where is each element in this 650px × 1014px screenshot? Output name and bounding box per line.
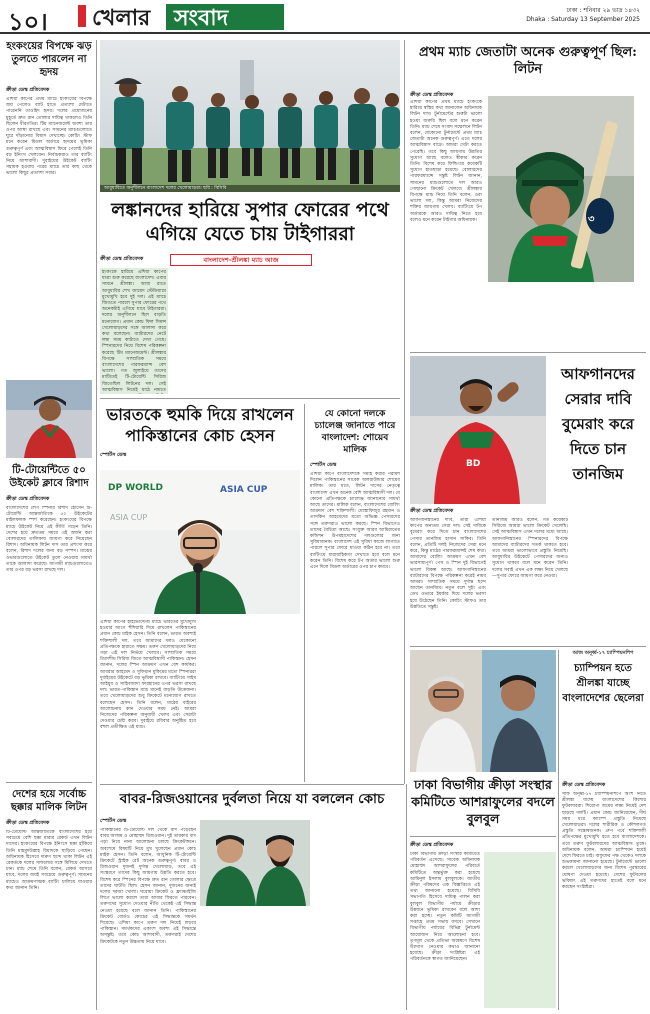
babar-rizwan-art bbox=[200, 820, 310, 906]
date-bangla: ঢাকা : শনিবার ২৯ ভাদ্র ১৪৩২ bbox=[566, 7, 640, 14]
story-tanzim-reporter: ক্রীড়া ডেস্ক প্রতিবেদক bbox=[410, 508, 454, 514]
story-bishad-title: টি-টোয়েন্টিতে ৫০ উইকেট ক্লাবে রিশাদ bbox=[9, 465, 89, 489]
story-champions-body: সাফ অনূর্ধ্ব-১৭ চ্যাম্পিয়নশিপে অংশ নিতে শ্রীলঙ্কা যাচ্ছে বাংলাদেশের কিশোর ফুটবলাররা। শিরোপা জয়ের লক্ষ্য নিয়েই দেশ ছাড়ছে দলটি। প্রধান কোচ জানিয়েছেন, দীর্ঘ সময় ধরে ক্যাম্পে প্রস্তুতি নিয়েছে খেলোয়াড়রা। দলের শারীরিক ও কৌশলগত প্রস্তুতি সন্তোষজনক। গ্রুপ পর্বে শক্তিশালী প্রতিপক্ষের মুখোমুখি হতে হবে বাংলাদেশকে। তবে তরুণ ফুটবলারদের আত্মবিশ্বাস তুঙ্গে। অধিনায়ক বলেন, আমরা চ্যাম্পিয়ন হয়েই দেশে ফিরতে চাই। বাফুফের পক্ষ থেকেও দলকে শুভকামনা জানানো হয়েছে। টুর্নামেন্টে ভালো করলে খেলোয়াড়দের জন্য বিশেষ পুরস্কারের ঘোষণা দেওয়া হয়েছে। দেশের ফুটবলের ভবিষ্যৎ এই তরুণদের হাতেই বলে মনে করছেন সংশ্লিষ্টরা। bbox=[562, 792, 646, 891]
page-number: ১০। bbox=[8, 7, 48, 36]
story-champions-kicker: আজ অনূর্ধ্ব-১৭ চ্যাম্পিয়নশিপ bbox=[572, 650, 634, 656]
main-story-title: লঙ্কানদের হারিয়ে সুপার ফোরের পথে এগিয়ে যেতে চায় টাইগাররা bbox=[111, 199, 389, 245]
story-hongkong-title: হংকংয়ের বিপক্ষে ঝড় তুলতে পারলেন না হৃদয় bbox=[6, 41, 92, 78]
story-tanzim-title: আফগানদের সেরার দাবি বুমেরাং করে দিতে চান তানজিম bbox=[561, 365, 635, 483]
svg-text:ASIA CUP: ASIA CUP bbox=[110, 513, 148, 522]
tanzim-title-box bbox=[550, 356, 646, 504]
story-shoaib-reporter-block bbox=[310, 462, 400, 472]
story-babar-body: পাকিস্তানের টি-টোয়েন্টি দল থেকে বাদ পড়েছেন বাবর আজম ও মোহাম্মদ রিজওয়ান। দুই তারকার বাদ পড়া নিয়ে নানা আলোচনা চলছে ক্রিকেটাঙ্গনে। অবশেষে বিষয়টি নিয়ে মুখ খুলেছেন প্রধান কোচ মাইক হেসন। তিনি বলেন, আধুনিক টি-টোয়েন্টি ক্রিকেটে স্ট্রাইক রেট অনেক গুরুত্বপূর্ণ। বাবর ও রিজওয়ান দুজনই দুর্দান্ত খেলোয়াড়, তবে এই সংস্করণে তাদের কিছু জায়গায় উন্নতি করতে হবে। বিশেষ করে স্পিনের বিপক্ষে দ্রুত রান তোলার ক্ষেত্রে তাদের ঘাটতি ছিল। হেসন জানান, দুজনের জন্যই দলের দরজা খোলা। ঘরোয়া ক্রিকেট ও ফ্র্যাঞ্চাইজি লিগে ভালো করলে তারা আবার ফিরতে পারবেন। তরুণদের সুযোগ দেওয়ার নীতি থেকেই এই সিদ্ধান্ত নেওয়া হয়েছে বলে জানান তিনি। পাকিস্তানের ক্রিকেট বোর্ডও কোচের এই সিদ্ধান্তকে সমর্থন দিয়েছে। এশিয়া কাপে তরুণ দল নিয়েই লড়বে পাকিস্তান। সমর্থকদের একাংশ অবশ্য এই সিদ্ধান্তে অসন্তুষ্ট। তবে কোচ আশাবাদী, তরুণরাই দেশের ক্রিকেটকে নতুন উচ্চতায় নিয়ে যাবে। bbox=[100, 828, 196, 945]
svg-text:ASIA CUP: ASIA CUP bbox=[220, 485, 268, 495]
litton-photo-art bbox=[488, 96, 634, 282]
story-pakistan-coach-title: ভারতকে হুমকি দিয়ে রাখলেন পাকিস্তানের কোচ হেসন bbox=[106, 405, 294, 445]
team-practice-art bbox=[100, 40, 400, 192]
main-story-col-3 bbox=[244, 268, 312, 394]
story-champions-reporter: ক্রীড়া ডেস্ক প্রতিবেদক bbox=[562, 782, 606, 788]
story-pakistan-coach-reporter-block bbox=[100, 452, 190, 462]
main-story-col-1: হংকংকে হারিয়ে এশিয়া কাপের যাত্রা শুরু করেছে বাংলাদেশ। এবার সামনে শ্রীলঙ্কা। আজ রাতে আবুধাবির শেখ জায়েদ স্টেডিয়ামে মুখোমুখি হবে দুই দল। এই ম্যাচে জিততে পারলে সুপার ফোরের পথে অনেকটাই এগিয়ে যাবে টাইগাররা। দলের অনুশীলনে ছিল বাড়তি মনোযোগ। প্রধান কোচ ফিল সিমন্স খেলোয়াড়দের সঙ্গে আলাদা করে কথা বলেছেন। ব্যাটারদের নেটে লম্বা সময় কাটাতে দেখা গেছে। স্পিনারদের নিয়ে বিশেষ পরিকল্পনা করেছে টিম ম্যানেজমেন্ট। শ্রীলঙ্কার বিপক্ষে সাম্প্রতিক সময়ে বাংলাদেশের পারফরম্যান্স বেশ ভালো। গত জুলাইয়ে তাদের মাটিতেই টি-টোয়েন্টি সিরিজ জিতেছিল লিটনের দল। সেই আত্মবিশ্বাস নিয়েই মাঠে নামতে bbox=[102, 270, 166, 393]
rishad-hossain-photo bbox=[6, 380, 92, 458]
bulbul-ashraful-photo bbox=[410, 650, 556, 772]
story-litton-record-title: দেশের হয়ে সর্বোচ্চ ছক্কার মালিক লিটন bbox=[10, 789, 88, 813]
main-story-reporter-block bbox=[100, 256, 168, 266]
main-story-reporter: ক্রীড়া ডেস্ক প্রতিবেদক bbox=[100, 256, 144, 262]
story-bishad-reporter: ক্রীড়া ডেস্ক প্রতিবেদক bbox=[6, 496, 50, 502]
story-pakistan-coach-col-2 bbox=[202, 620, 300, 780]
section-logo-art bbox=[78, 2, 378, 32]
team-practice-caption: আবুধাবিতে অনুশীলনে বাংলাদেশ দলের খেলোয়াড়রা। ছবি : বিসিবি bbox=[100, 185, 400, 192]
story-litton-record bbox=[6, 788, 92, 1010]
svg-text:BD: BD bbox=[466, 459, 481, 469]
bulbul-ashraful-art bbox=[410, 650, 556, 772]
story-pakistan-coach-body: এশিয়া কাপের হাইভোল্টেজ ম্যাচে ভারতের মুখোমুখি হওয়ার আগে হুঁশিয়ারি দিয়ে রাখলেন পাকিস্তানের প্রধান কোচ মাইক হেসন। তিনি বলেন, ভারত অবশ্যই শক্তিশালী দল, তবে আমাদের দলও যেকোনো প্রতিপক্ষকে হারাতে সক্ষম। তরুণ খেলোয়াড়দের নিয়ে গড়া এই দল নির্ভয়ে খেলবে। সাম্প্রতিক সময়ে ত্রিদেশীয় সিরিজ জিতে আত্মবিশ্বাসী পাকিস্তান। হেসন জানান, দলের স্পিন আক্রমণ এখন বেশ কার্যকর। আবরার আহমেদ ও সুফিয়ান মুকিমের মতো স্পিনাররা দুবাইয়ের উইকেটে বড় ভূমিকা রাখবে। ব্যাটিংয়ে সাইম আইয়ুব ও সাহিবজাদা ফারহানের ওপর ভরসা রাখছে দল। ভারত-পাকিস্তান ম্যাচ মানেই বাড়তি উত্তেজনা। তবে খেলোয়াড়দের শুধু ক্রিকেটে মনোযোগ রাখতে বলেছেন হেসন। তিনি বলেন, মাঠের বাইরের আলোচনায় কান দেওয়ার সময় নেই। আমরা নিজেদের পরিকল্পনা অনুযায়ী খেলব এবং সেরাটা দেওয়ার চেষ্টা করব। দুবাইয়ে রবিবার অনুষ্ঠিত হবে বহুল প্রতীক্ষিত এই ম্যাচ। bbox=[100, 620, 196, 731]
story-champions-reporter-block bbox=[562, 782, 646, 792]
story-litton-record-reporter: ক্রীড়া ডেস্ক প্রতিবেদক bbox=[6, 820, 50, 826]
story-litton-col-2 bbox=[488, 286, 560, 348]
story-babar-col-2 bbox=[200, 910, 310, 1010]
story-shoaib-reporter: স্পোর্টস ডেস্ক bbox=[310, 462, 337, 468]
hesson-press-conference-photo bbox=[100, 470, 300, 614]
story-tanzim-body: আফগানিস্তানের দাবি, তারা এশিয়া কাপের অন্যতম সেরা দল। সেই দাবিকে বুমেরাং করে দিতে চান বাংলাদেশের পেসার তানজিম হাসান সাকিব। তিনি বলেন, প্রতিটি দলই নিজেদের সেরা মনে করে, কিন্তু মাঠের পারফরম্যান্সই শেষ কথা। আমাদের বোলিং আক্রমণ এখন বেশ ভারসাম্যপূর্ণ। পেস ও স্পিন দুই বিভাগেই ভালো বিকল্প আছে। আফগানিস্তানের ব্যাটারদের বিপক্ষে পরিকল্পনা করেই নামব আমরা। সাম্প্রতিক সময়ে দুর্দান্ত ছন্দে আছেন তানজিম। নতুন বলে সুইং এবং ডেথ ওভারে ইয়র্কার দিয়ে দলের ভরসা হয়ে উঠেছেন তিনি। কোচিং স্টাফও তার উন্নতিতে সন্তুষ্ট। bbox=[410, 518, 486, 610]
story-babar-col-3 bbox=[314, 818, 404, 1010]
story-dhaka-col-2 bbox=[484, 852, 556, 1008]
story-dhaka-reporter: ক্রীড়া ডেস্ক প্রতিবেদক bbox=[410, 842, 454, 848]
hesson-photo-art bbox=[100, 470, 300, 614]
svg-text:DP WORLD: DP WORLD bbox=[108, 483, 163, 493]
litton-batting-photo bbox=[488, 96, 634, 282]
story-dhaka-reporter-block bbox=[410, 842, 510, 852]
story-babar-reporter-block bbox=[100, 818, 196, 828]
story-hongkong-reporter: ক্রীড়া ডেস্ক প্রতিবেদক bbox=[6, 87, 50, 93]
story-litton-col-3 bbox=[566, 286, 644, 348]
story-bishad-body: বাংলাদেশের লেগ স্পিনার রিশাদ হোসেন টি-টোয়েন্টি আন্তর্জাতিকে ৫০ উইকেটের মাইলফলক স্পর্শ করেছেন। হংকংয়ের বিপক্ষে ম্যাচে উইকেট নিয়ে এই কীর্তি গড়েন তিনি। দেশের হয়ে দ্রুততম সময়ে এই অর্জন করা বোলারদের তালিকায় জায়গা করে নিয়েছেন রিশাদ। অধিনায়ক লিটন দাস তার প্রশংসা করে বলেন, রিশাদ দলের জন্য বড় সম্পদ। মাঝের ওভারগুলোতে উইকেট তুলে নেওয়ার সামর্থ্য তাকে আলাদা করেছে। আগামী ম্যাচগুলোতেও তার ওপর বড় ভরসা রাখছে দল। bbox=[6, 506, 92, 574]
story-litton-reporter: ক্রীড়া ডেস্ক প্রতিবেদক bbox=[410, 92, 454, 98]
svg-text:৩: ৩ bbox=[588, 214, 595, 225]
main-story-col-2 bbox=[172, 268, 240, 394]
story-litton-record-body: টি-টোয়েন্টি আন্তর্জাতিকে বাংলাদেশের হয়ে সবচেয়ে বেশি ছক্কা মারার রেকর্ড এখন লিটন দাসের। হংকংয়ের বিপক্ষে ইনিংসে ছক্কা হাঁকিয়ে তিনি মাহমুদউল্লাহ রিয়াদকে ছাড়িয়ে গেছেন। অধিনায়ক হিসেবে দারুণ ছন্দে থাকা লিটন এই রেকর্ডকে দলের সাফল্যের সঙ্গে মিলিয়ে দেখতে চান। ম্যাচ শেষে তিনি বলেন, রেকর্ড আসবে যাবে, দলের জয়ই সবচেয়ে গুরুত্বপূর্ণ। সামনের ম্যাচেও আক্রমণাত্মক ব্যাটিং চালিয়ে যাওয়ার কথা জানান তিনি। bbox=[6, 830, 92, 891]
logo-word-2: সংবাদ bbox=[174, 5, 229, 31]
story-babar-reporter: স্পোর্টস ডেস্ক bbox=[100, 818, 127, 824]
tanzim-celebration-photo bbox=[410, 356, 546, 504]
logo-word-1: খেলার bbox=[92, 5, 151, 31]
tanzim-photo-art bbox=[410, 356, 546, 504]
date-english: Dhaka : Saturday 13 September 2025 bbox=[526, 16, 640, 23]
story-tanzim-reporter-block bbox=[410, 508, 510, 518]
story-tanzim-col-3 bbox=[574, 518, 646, 642]
team-practice-photo bbox=[100, 40, 400, 192]
story-tanzim-col-2: তানজিম আরও বলেন, গত কয়েকটি সিরিজে আমরা ভালো ক্রিকেট খেলেছি। সেই আত্মবিশ্বাস এখন দলের মধ্যে আছে। আফগানিস্তানের স্পিনারদের বিপক্ষে আমাদের ব্যাটারদের সতর্ক থাকতে হবে। তবে আমরা ভালোভাবে প্রস্তুতি নিয়েছি। আবুধাবির উইকেটে পেসারদের জন্যও সুযোগ থাকবে বলে মনে করেন তিনি। দলের সবাই এখন এক লক্ষ্য নিয়ে খেলছে—সুপার ফোরে জায়গা করে নেওয়া। bbox=[492, 518, 568, 579]
story-bishad bbox=[6, 464, 92, 779]
story-hongkong-body: এশিয়া কাপের প্রথম ম্যাচে হংকংয়ের বিপক্ষে জয় পেলেও ব্যাট হাতে প্রত্যাশা মেটাতে পারেননি তাওহিদ হৃদয়। দলের প্রয়োজনের মুহূর্তে দ্রুত রান তোলার দায়িত্ব থাকলেও তিনি ছিলেন ধীরগতির। টিম ম্যানেজমেন্ট অবশ্য তার ওপর আস্থা রাখছে এবং সামনের ম্যাচগুলোতে ঘুরে দাঁড়ানোর বিশ্বাস দেখাচ্ছে। কোচিং স্টাফ মনে করেন মিডল অর্ডারে হৃদয়ের ভূমিকা গুরুত্বপূর্ণ এবং আত্মবিশ্বাস ফিরে পেলেই তিনি বড় ইনিংস খেলবেন। নির্বাচকরাও তার ব্যাটিং নিয়ে আশাবাদী। দুবাইয়ের উইকেট ব্যাটিং সহায়ক হওয়ায় পরের ম্যাচে তার কাছ থেকে ভালো কিছুর প্রত্যাশা সবার। bbox=[6, 97, 92, 177]
story-dhaka-body: ঢাকা বিভাগীয় ক্রীড়া সংস্থার কমিটিতে পরিবর্তন এসেছে। সাবেক অধিনায়ক মোহাম্মদ আশরাফুলের পরিবর্তে কমিটিতে অন্তর্ভুক্ত করা হয়েছে আমিনুল ইসলাম বুলবুলকে। জাতীয় ক্রীড়া পরিষদের এক বিজ্ঞপ্তিতে এই তথ্য জানানো হয়েছে। বিসিবি সভাপতি হিসেবে দায়িত্ব পালন করা বুলবুল বিভাগীয় পর্যায়ে ক্রীড়ার উন্নয়নে ভূমিকা রাখবেন বলে আশা করা হচ্ছে। নতুন কমিটি আগামী সপ্তাহে প্রথম সভায় বসবে। সেখানে বিভাগীয় পর্যায়ের বিভিন্ন টুর্নামেন্ট আয়োজন নিয়ে আলোচনা হবে। তৃণমূল থেকে প্রতিভা অন্বেষণে বিশেষ উদ্যোগ নেওয়ার কথাও জানানো হয়েছে। ক্রীড়া সংশ্লিষ্টরা এই পরিবর্তনকে স্বাগত জানিয়েছেন। bbox=[410, 852, 480, 963]
story-dhaka-title: ঢাকা বিভাগীয় ক্রীড়া সংস্থার কমিটিতে আশরাফুলের বদলে বুলবুল bbox=[411, 777, 555, 826]
story-litton-title: প্রথম ম্যাচ জেতাটা অনেক গুরুত্বপূর্ণ ছিল: লিটন bbox=[419, 45, 637, 77]
masthead bbox=[0, 0, 650, 34]
babar-rizwan-photo bbox=[200, 820, 310, 906]
logo-bar-red bbox=[78, 5, 86, 27]
story-shoaib-title: যে কোনো দলকে চ্যালেঞ্জ জানাতে পারে বাংলাদেশ: শোয়েব মালিক bbox=[314, 409, 396, 455]
story-champions-title: চ্যাম্পিয়ন হতে শ্রীলঙ্কা যাচ্ছে বাংলাদেশের ছেলেরা bbox=[562, 663, 644, 704]
story-litton-body: এশিয়া কাপের প্রথম ম্যাচে হংকংকে হারিয়ে স্বস্তির কথা জানালেন অধিনায়ক লিটন দাস। টুর্নামেন্টের শুরুটা ভালো হওয়া জরুরি ছিল বলে মনে করেন তিনি। ম্যাচ শেষে সংবাদ সম্মেলনে লিটন বলেন, যেকোনো টুর্নামেন্টে প্রথম ম্যাচ জেতাটা অনেক গুরুত্বপূর্ণ। এতে দলের আত্মবিশ্বাস বাড়ে। আমরা সেটা করতে পেরেছি। তবে কিছু জায়গায় উন্নতির সুযোগ আছে বলেও স্বীকার করেন তিনি। বিশেষ করে ফিল্ডিংয়ে কয়েকটি সুযোগ হাতছাড়া হয়েছে। বোলারদের পারফরম্যান্সে সন্তুষ্ট লিটন জানান, সামনের ম্যাচগুলোতে দল আরও গোছানো ক্রিকেট খেলবে। শ্রীলঙ্কার বিপক্ষে ম্যাচ নিয়ে তিনি বলেন, ওরা ভালো দল, কিন্তু আমরা নিজেদের শক্তির জায়গায় খেলব। ব্যাটিংয়ে টপ অর্ডারকে আরও দায়িত্ব নিতে হবে বলেও মনে করেন টাইগার অধিনায়ক। bbox=[410, 100, 482, 223]
match-banner-text: বাংলাদেশ-শ্রীলঙ্কা ম্যাচ আজ bbox=[203, 256, 279, 264]
story-babar-title: বাবর-রিজওয়ানের দুর্বলতা নিয়ে যা বললেন কোচ bbox=[119, 791, 385, 807]
dateline bbox=[526, 6, 640, 24]
rishad-photo-art bbox=[6, 380, 92, 458]
champions-box bbox=[560, 650, 646, 780]
section-logo bbox=[78, 2, 378, 30]
story-pakistan-coach-sidebar bbox=[196, 452, 300, 470]
story-pakistan-coach-reporter: স্পোর্টস ডেস্ক bbox=[100, 452, 127, 458]
match-banner bbox=[170, 254, 312, 266]
main-story-col-4 bbox=[316, 256, 400, 394]
story-shoaib-body: এশিয়া কাপে বাংলাদেশকে সমীহ করার পরামর্শ দিলেন পাকিস্তানের সাবেক অলরাউন্ডার শোয়েব মালিক। তার মতে, লিটন দাসের নেতৃত্বে বাংলাদেশ এখন অনেক বেশি আত্মবিশ্বাসী দল। যে কোনো প্রতিপক্ষকে চ্যালেঞ্জ জানানোর সামর্থ্য আছে তাদের। মালিক বলেন, বাংলাদেশের বোলিং আক্রমণ বেশ শক্তিশালী। মোস্তাফিজুর রহমান ও তাসকিন আহমেদের মতো অভিজ্ঞ পেসারদের সঙ্গে তরুণরাও ভালো করছে। স্পিন বিভাগেও তাদের বৈচিত্র্য আছে। সংযুক্ত আরব আমিরাতের কন্ডিশন উপমহাদেশের দলগুলোর জন্য সুবিধাজনক। বাংলাদেশ এই সুবিধা কাজে লাগাতে পারলে সুপার ফোরে যাওয়া কঠিন হবে না। তবে ব্যাটিংয়ে ধারাবাহিকতা দেখাতে হবে বলে মনে করেন তিনি। বিশেষ করে টপ অর্ডার ভালো শুরু এনে দিলে মিডল অর্ডারের ওপর চাপ কমবে। bbox=[310, 472, 400, 571]
